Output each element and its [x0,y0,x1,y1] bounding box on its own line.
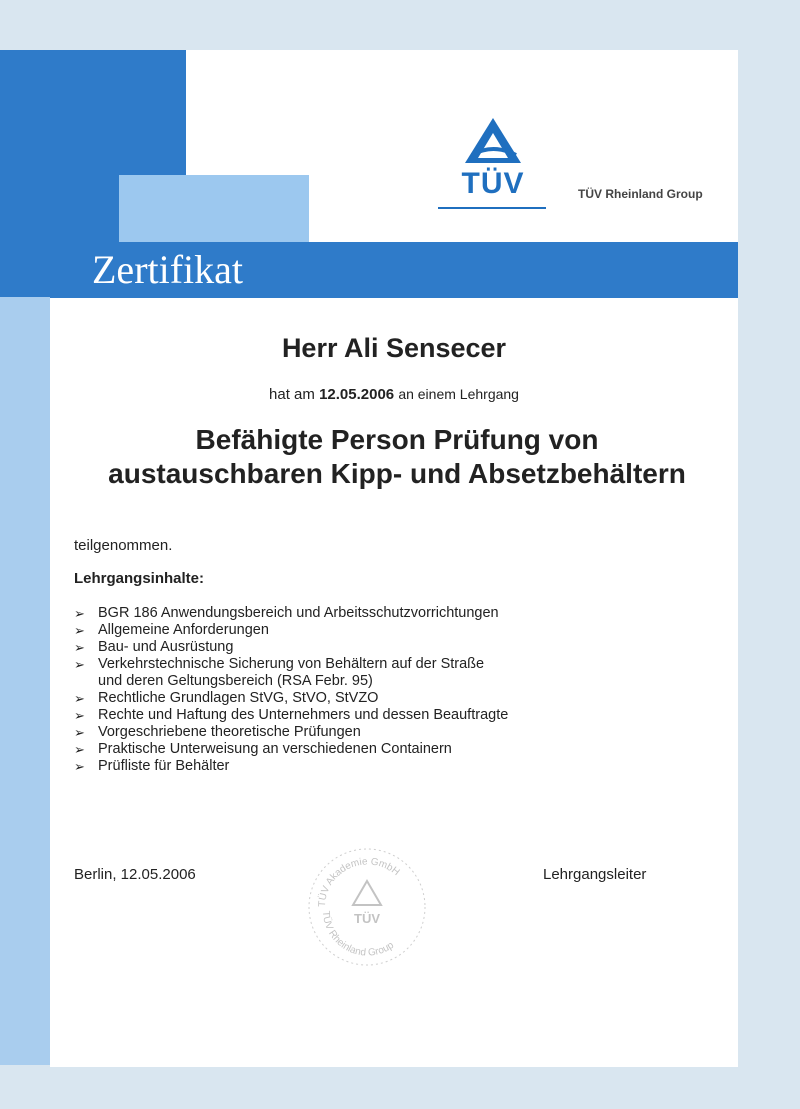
recipient-name: Herr Ali Sensecer [281,333,507,363]
tuv-triangle-icon [438,115,548,167]
logo-group-text: TÜV Rheinland Group [578,187,703,201]
attended-date: 12.05.2006 [319,386,395,403]
svg-text:TÜV Akademie GmbH [317,856,402,907]
list-item-continuation: und deren Geltungsbereich (RSA Febr. 95) [98,673,373,689]
arrow-bullet-icon: ➢ [74,657,85,672]
list-item: ➢ Rechte und Haftung des Unternehmers und dessen Beauftragte [74,707,509,723]
course-title [50,423,744,491]
contents-list [74,605,634,775]
participated-text: teilgenommen. [74,537,173,554]
list-item: ➢ Prüfliste für Behälter [74,758,230,774]
list-item: ➢ Praktische Unterweisung an verschiedenen Containern [74,741,452,757]
attended-line [50,386,738,403]
stamp-bottom-text: TÜV Rheinland Group [319,910,396,959]
arrow-bullet-icon: ➢ [74,725,85,740]
list-item: ➢ Verkehrstechnische Sicherung von Behältern auf der Straße [74,656,485,672]
list-item: ➢ Bau- und Ausrüstung [74,639,234,655]
stamp-top-text: TÜV Akademie GmbH [316,856,402,908]
list-item: ➢ Rechtliche Grundlagen StVG, StVO, StVZO [74,690,379,706]
arrow-bullet-icon: ➢ [74,691,85,706]
logo-underline [438,207,546,209]
decorative-light-block [119,175,309,245]
list-item: ➢ Allgemeine Anforderungen [74,622,269,638]
arrow-bullet-icon: ➢ [74,640,85,655]
logo-word: TÜV [461,167,525,200]
arrow-bullet-icon: ➢ [74,623,85,638]
certificate-title: Zertifikat [92,247,244,292]
arrow-bullet-icon: ➢ [74,606,85,621]
contents-heading: Lehrgangsinhalte: [74,570,205,587]
list-item: ➢ Vorgeschriebene theoretische Prüfungen [74,724,361,740]
attended-prefix: hat am [269,386,315,403]
course-title-line2: austauschbaren Kipp- und Absetzbehältern [108,458,686,489]
course-title-line1: Befähigte Person Prüfung von [195,424,599,455]
left-band [0,297,50,1065]
list-item: ➢ BGR 186 Anwendungsbereich und Arbeitsschutzvorrichtungen [74,605,499,621]
stamp-center-text: TÜV [354,911,380,926]
arrow-bullet-icon: ➢ [74,759,85,774]
course-leader-label: Lehrgangsleiter [543,866,647,883]
arrow-bullet-icon: ➢ [74,742,85,757]
tuv-logo [438,115,548,210]
attended-suffix: an einem Lehrgang [398,386,519,402]
stamp-seal [305,845,430,970]
place-date: Berlin, 12.05.2006 [74,866,196,883]
arrow-bullet-icon: ➢ [74,708,85,723]
